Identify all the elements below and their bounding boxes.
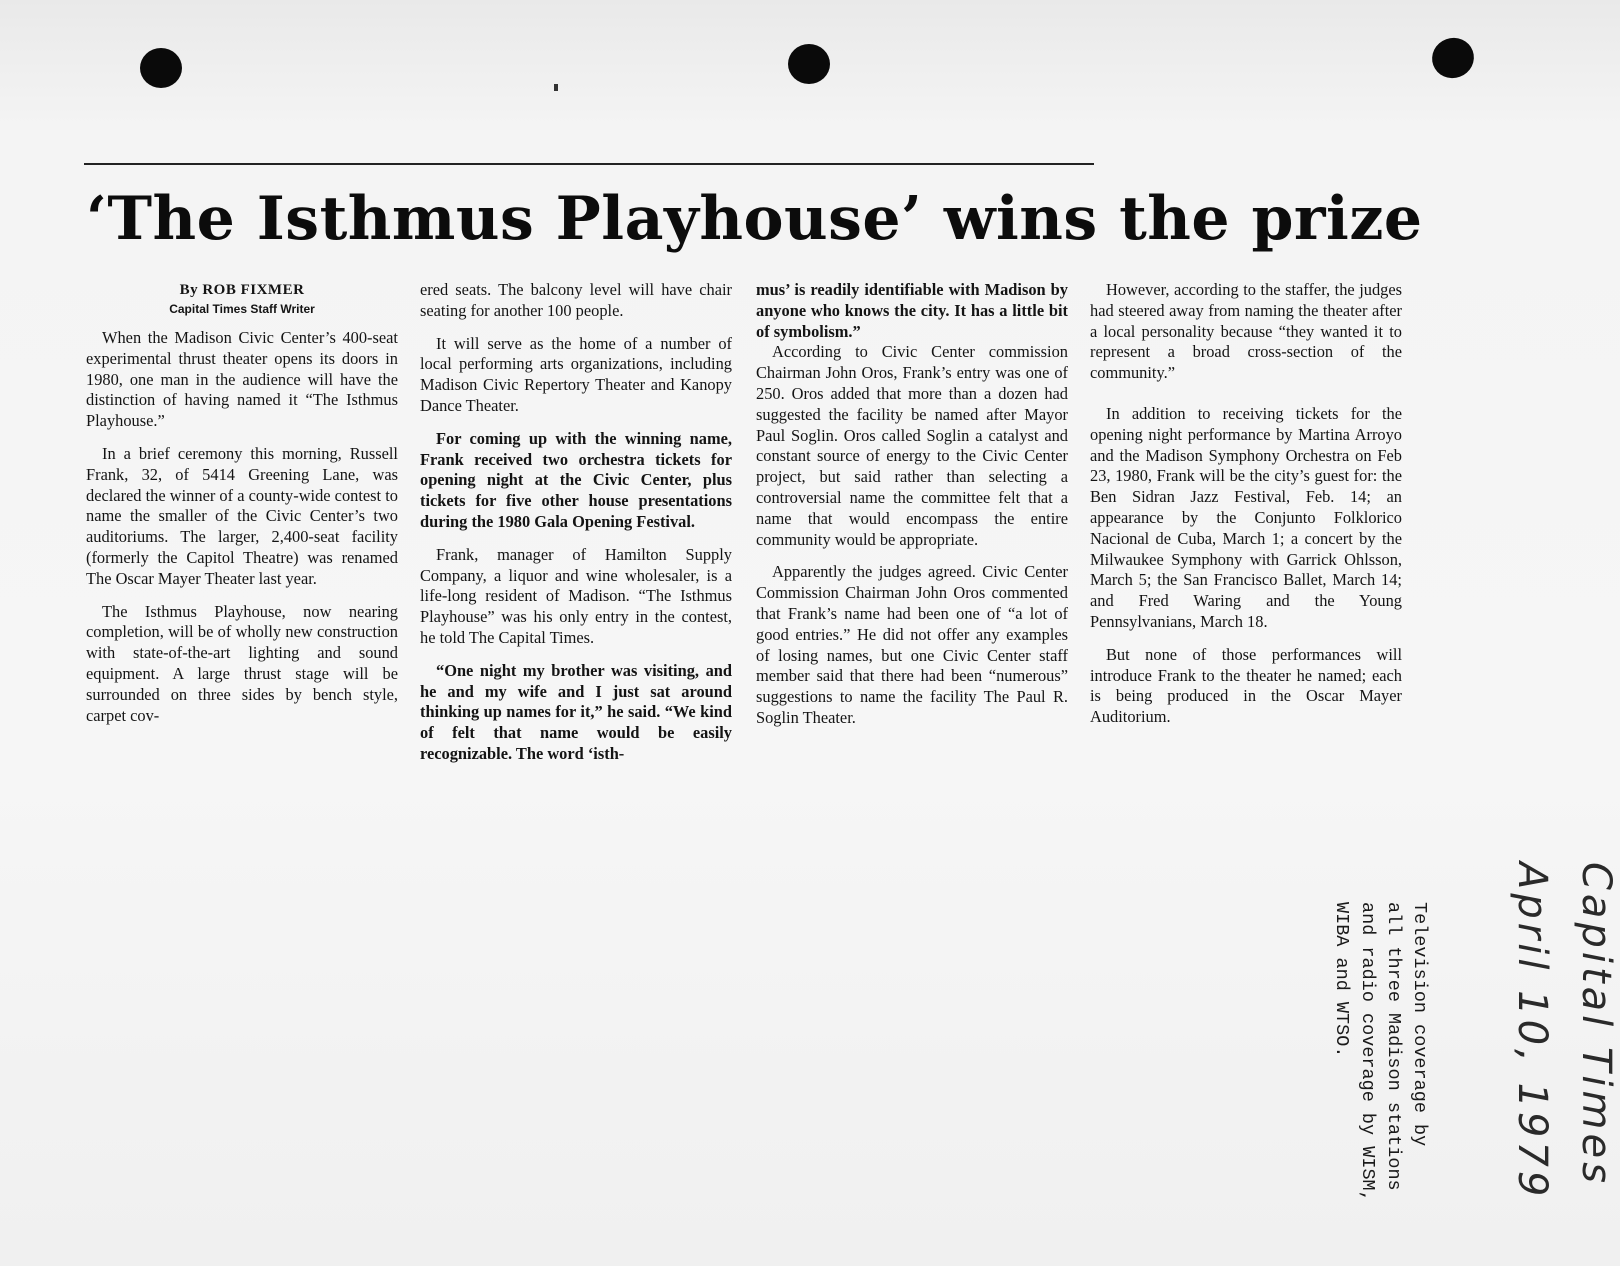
byline-title: Capital Times Staff Writer [169,302,315,316]
paragraph-bold: mus’ is readily identifiable with Madison by anyone who knows the city. It has a little bit of symbolism.” [756,280,1068,341]
paragraph: In addition to receiving tickets for the opening night performance by Martina Arroyo and the Madison Symphony Orchestra on Feb 23, 1980, Frank will be the city’s guest for: the Ben Sidran Jazz Festival, Feb. 14; an appearance by the Conjunto Folklorico Nacional de Cuba, March 1; a concert by the Milwaukee Symphony with Garrick Ohlsson, March 5; the San Francisco Ballet, March 14; and Fred Waring and the Young Pennsylvanians, March 18. [1090,403,1402,631]
typed-note-line: all three Madison stations [1383,902,1404,1191]
paragraph: ered seats. The balcony level will have chair seating for another 100 people. [420,280,732,320]
typed-note-line: WIBA and WTSO. [1331,902,1352,1058]
paper-speck [554,84,558,91]
paragraph: It will serve as the home of a number of local performing arts organizations, including Madison Civic Repertory Theater and Kanopy Dance Theater. [420,333,732,415]
typed-note-line: and radio coverage by WISM, [1357,902,1378,1202]
handwritten-source-note [1500,862,1620,1200]
paragraph: In a brief ceremony this morning, Russell Frank, 32, of 5414 Greening Lane, was declared the winner of a county-wide contest to name the smaller of the Civic Center’s two auditoriums. The larger, 2,400-seat facility (formerly the Capitol Theatre) was renamed The Oscar Mayer Theater last year. [86,443,398,588]
paragraph: However, according to the staffer, the judges had steered away from naming the theater after a local personality because “they wanted it to represent a broad cross-section of the community.” [1090,280,1402,383]
paragraph: Apparently the judges agreed. Civic Center Commission Chairman John Oros commented that Frank’s name had been one of “a lot of good entries.” He did not offer any examples of losing names, but one Civic Center staff member said that there had been “numerous” suggestions to name the facility The Paul R. Soglin Theater. [756,562,1068,727]
punch-hole-right [1426,32,1479,84]
byline: By ROB FIXMER [179,282,305,298]
article-column-4 [1090,280,1402,728]
punch-hole-left [140,48,182,88]
handwritten-line: April 10, 1979 [1509,862,1555,1201]
article-headline: ‘The Isthmus Playhouse’ wins the prize [86,184,1423,254]
article-column-1 [86,280,398,726]
paragraph-bold: “One night my brother was visiting, and he and my wife and I just sat around thinking up names for it,” he said. “We kind of felt that name would be easily recognizable. The word ‘isth- [420,660,732,763]
punch-hole-center [788,44,830,84]
paragraph: When the Madison Civic Center’s 400-seat experimental thrust theater opens its doors in 1980, one man in the audience will have the distinction of having named it “The Isthmus Playhouse.” [86,328,398,431]
paragraph: But none of those performances will introduce Frank to the theater he named; each is being produced in the Oscar Mayer Auditorium. [1090,644,1402,727]
typed-coverage-note [1328,902,1432,1202]
paragraph: According to Civic Center commission Chairman John Oros, Frank’s entry was one of 250. Oros added that more than a dozen had suggested the facility be named after Mayor Paul Soglin. Oros called Soglin a catalyst and constant source of energy to the Civic Center project, but said rather than selecting a controversial name the committee felt that a name that would encompass the entire community would be appropriate. [756,342,1068,549]
header-rule [84,163,1094,165]
paragraph: Frank, manager of Hamilton Supply Company, a liquor and wine wholesaler, is a life-long resident of Madison. “The Isthmus Playhouse” was his only entry in the contest, he told The Capital Times. [420,544,732,647]
typed-note-line: Television coverage by [1409,902,1430,1147]
article-column-2 [420,280,732,765]
handwritten-line: Capital Times [1573,862,1619,1187]
paragraph: The Isthmus Playhouse, now nearing completion, will be of wholly new construction with state-of-the-art lighting and sound equipment. A large thrust stage will be surrounded on three sides by bench style, carpet cov- [86,601,398,725]
paragraph-bold: For coming up with the winning name, Frank received two orchestra tickets for opening night at the Civic Center, plus tickets for five other house presentations during the 1980 Gala Opening Festival. [420,428,732,531]
article-column-3 [756,280,1068,729]
